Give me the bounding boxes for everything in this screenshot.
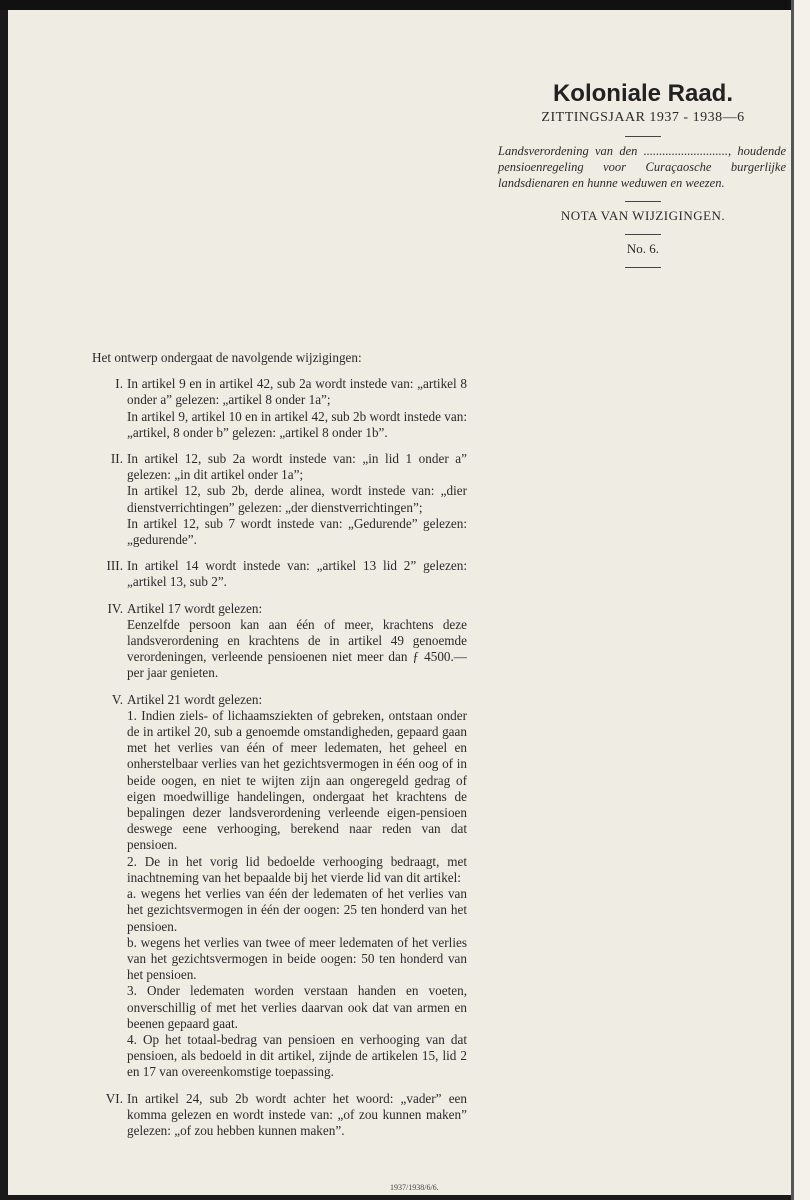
amendment-paragraph: b. wegens het verlies van twee of meer ledematen of het verlies van het gezichtsvermogen in beide oogen: 50 ten honderd van het pensioen. (127, 934, 467, 983)
amendments-body (92, 350, 467, 1149)
amendment-paragraph: 2. De in het vorig lid bedoelde verhooging bedraagt, met inachtneming van het bepaalde bij het vierde lid van dit artikel: (127, 853, 467, 885)
divider (625, 136, 661, 137)
amendment-content (127, 451, 467, 548)
amendment-paragraph: In artikel 14 wordt instede van: „artikel 13 lid 2” gelezen: „artikel 13, sub 2”. (127, 558, 467, 590)
council-title: Koloniale Raad. (552, 80, 734, 107)
divider (625, 201, 661, 202)
nota-title: NOTA VAN WIJZIGINGEN. (560, 208, 726, 223)
amendment-paragraph: a. wegens het verlies van één der ledematen of het verlies van het gezichtsvermogen in één der oogen: 25 ten honderd van het pensioen. (127, 886, 467, 934)
amendment-paragraph: In artikel 12, sub 2b, derde alinea, wordt instede van: „dier dienstverrichtingen” gelezen: „der dienstverrichtingen”; (127, 483, 467, 515)
amendment-content (127, 601, 467, 682)
amendment-paragraph: 3. Onder ledematen worden verstaan handen en voeten, onverschillig of met het verlies daarvan ook dat van armen en beenen gepaard gaat. (127, 983, 467, 1031)
intro-text: Het ontwerp ondergaat de navolgende wijzigingen: (92, 350, 362, 365)
amendment-number: III. (106, 558, 123, 574)
amendment-item (92, 601, 467, 682)
amendment-number: I. (115, 376, 123, 392)
amendment-number: II. (110, 451, 123, 467)
amendment-content (127, 1091, 467, 1140)
amendment-paragraph: In artikel 12, sub 7 wordt instede van: „Gedurende” gelezen: „gedurende”. (127, 515, 467, 548)
amendment-paragraph: Artikel 17 wordt gelezen: (127, 600, 263, 616)
amendment-paragraph: Eenzelfde persoon kan aan één of meer, krachtens deze landsverordening en krachtens de in artikel 49 genoemde verordeningen, verleende pensioenen niet meer dan ƒ 4500.— per jaar genieten. (127, 616, 467, 681)
amendment-paragraph: In artikel 9, artikel 10 en in artikel 42, sub 2b wordt instede van: „artikel, 8 onder b” gelezen: „artikel 8 onder 1b”. (127, 408, 467, 440)
divider (625, 234, 661, 235)
amendment-number: V. (111, 691, 123, 707)
amendment-paragraph: 1. Indien ziels- of lichaamsziekten of gebreken, ontstaan onder de in artikel 20, sub a genoemde omstandigheden, gepaard gaan met het verlies van één of meer ledematen, het geheel en onherstelbaar verlies van het gezichtsvermogen in één oog of in beide oogen, en niet te wijten zijn aan ongeregeld gedrag of eigen moedwillige handelingen, ondergaat het krachtens de bepalingen dezer landsverordening verleende eigen-pensioen deswege eene verhooging, berekend naar reden van dat pensioen. (127, 707, 467, 853)
amendment-paragraph: In artikel 24, sub 2b wordt achter het woord: „vader” een komma gelezen en wordt instede van: „of zou kunnen maken” gelezen: „of zou hebben kunnen maken”. (127, 1090, 467, 1138)
amendment-paragraph: 4. Op het totaal-bedrag van pensioen en verhooging van dat pensioen, als bedoeld in dit artikel, zijnde de artikelen 15, lid 2 en 17 van overeenkomstige toepassing. (127, 1031, 467, 1080)
scan-border-top (0, 0, 810, 10)
amendment-content (127, 376, 467, 441)
amendment-item (92, 1091, 467, 1140)
amendment-item (92, 692, 467, 1081)
amendment-content (127, 692, 467, 1081)
amendment-item (92, 558, 467, 590)
amendment-paragraph: In artikel 12, sub 2a wordt instede van: „in lid 1 onder a” gelezen: „in dit artikel onder 1a”; (127, 451, 467, 483)
amendment-content (127, 558, 467, 590)
divider (625, 267, 661, 268)
amendment-paragraph: Artikel 21 wordt gelezen: (127, 691, 263, 707)
scan-border-right (791, 0, 810, 1200)
amendment-paragraph: In artikel 9 en in artikel 42, sub 2a wordt instede van: „artikel 8 onder a” gelezen: „artikel 8 onder 1a”; (127, 376, 467, 408)
amendments-list (92, 376, 467, 1139)
session-year: ZITTINGSJAAR 1937 - 1938—6 (541, 110, 745, 125)
document-header (498, 80, 788, 274)
document-number: No. 6. (626, 241, 660, 256)
amendment-number: VI. (105, 1090, 123, 1106)
amendment-number: IV. (107, 600, 123, 616)
amendment-item (92, 376, 467, 441)
ordinance-subject: Landsverordening van den ..........................., houdende pensioenregeling voor Curaçaosche burgerlijke landsdienaren en hunne weduwen en weezen. (498, 144, 786, 190)
page-footer: 1937/1938/6/6. (390, 1183, 439, 1192)
amendment-item (92, 451, 467, 548)
document-page (8, 10, 791, 1195)
